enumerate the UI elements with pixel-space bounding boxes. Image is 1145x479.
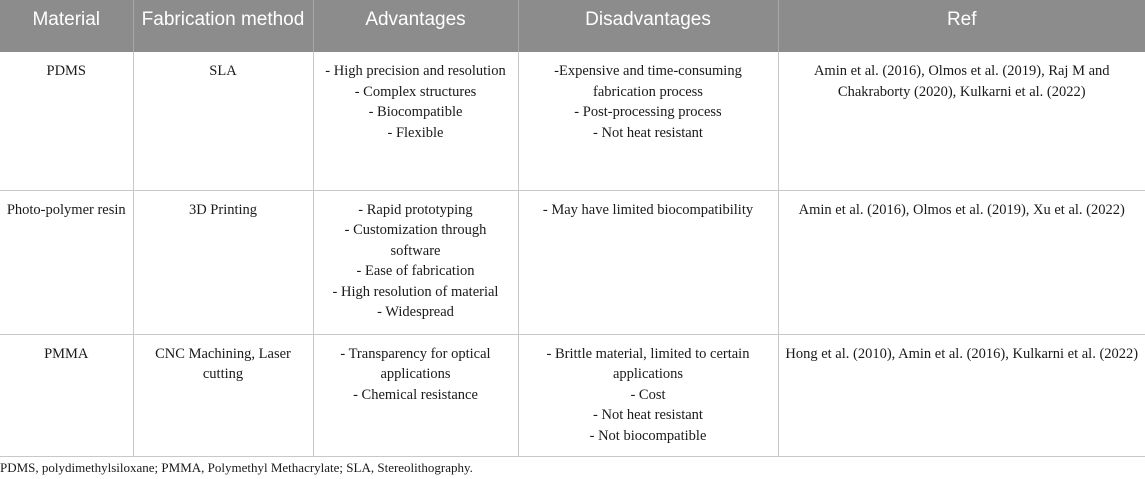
advantage-item: - Rapid prototyping — [358, 201, 473, 218]
disadvantages-cell — [518, 334, 778, 457]
method-cell: CNC Machining, Laser cutting — [133, 334, 313, 457]
disadvantage-item: - Brittle material, limited to certain applications — [546, 345, 750, 382]
disadvantages-cell — [518, 52, 778, 190]
header-disadvantages: Disadvantages — [518, 0, 778, 52]
disadvantage-item: - Not heat resistant — [593, 124, 703, 141]
table-row — [0, 52, 1145, 190]
material-cell: Photo-polymer resin — [0, 190, 133, 334]
advantage-item: - Ease of fabrication — [356, 263, 475, 279]
advantage-item: - Chemical resistance — [353, 386, 478, 403]
disadvantage-item: - Cost — [630, 386, 666, 403]
advantage-item: - High resolution of material — [332, 283, 499, 300]
advantages-cell — [313, 190, 518, 334]
method-cell: SLA — [133, 52, 313, 190]
header-ref: Ref — [778, 0, 1145, 52]
disadvantage-item: -Expensive and time-consuming fabrication process — [554, 63, 742, 100]
ref-cell: Amin et al. (2016), Olmos et al. (2019), Raj M and Chakraborty (2020), Kulkarni et al. (2022) — [778, 52, 1145, 190]
material-cell: PDMS — [0, 52, 133, 190]
disadvantages-cell — [518, 190, 778, 334]
header-advantages: Advantages — [313, 0, 518, 52]
advantage-item: - Flexible — [387, 124, 444, 141]
disadvantage-item: - Post-processing process — [574, 104, 722, 120]
material-cell: PMMA — [0, 334, 133, 457]
advantages-cell — [313, 52, 518, 190]
ref-cell: Hong et al. (2010), Amin et al. (2016), Kulkarni et al. (2022) — [778, 334, 1145, 457]
table-row — [0, 190, 1145, 334]
method-cell: 3D Printing — [133, 190, 313, 334]
header-row — [0, 0, 1145, 52]
advantage-item: - Biocompatible — [368, 104, 463, 120]
advantage-item: - Transparency for optical applications — [340, 345, 491, 382]
advantage-item: - Customization through software — [344, 222, 487, 259]
disadvantage-item: - May have limited biocompatibility — [542, 201, 754, 218]
advantages-cell — [313, 334, 518, 457]
disadvantage-item: - Not heat resistant — [593, 407, 703, 423]
advantage-item: - Widespread — [377, 304, 454, 320]
ref-cell: Amin et al. (2016), Olmos et al. (2019), Xu et al. (2022) — [778, 190, 1145, 334]
advantage-item: - Complex structures — [354, 83, 477, 100]
disadvantage-item: - Not biocompatible — [589, 427, 707, 444]
header-fabrication-method: Fabrication method — [133, 0, 313, 52]
advantage-item: - High precision and resolution — [325, 63, 506, 79]
header-material: Material — [0, 0, 133, 52]
table-row — [0, 334, 1145, 457]
table-footnote: PDMS, polydimethylsiloxane; PMMA, Polymethyl Methacrylate; SLA, Stereolithography. — [0, 460, 473, 475]
